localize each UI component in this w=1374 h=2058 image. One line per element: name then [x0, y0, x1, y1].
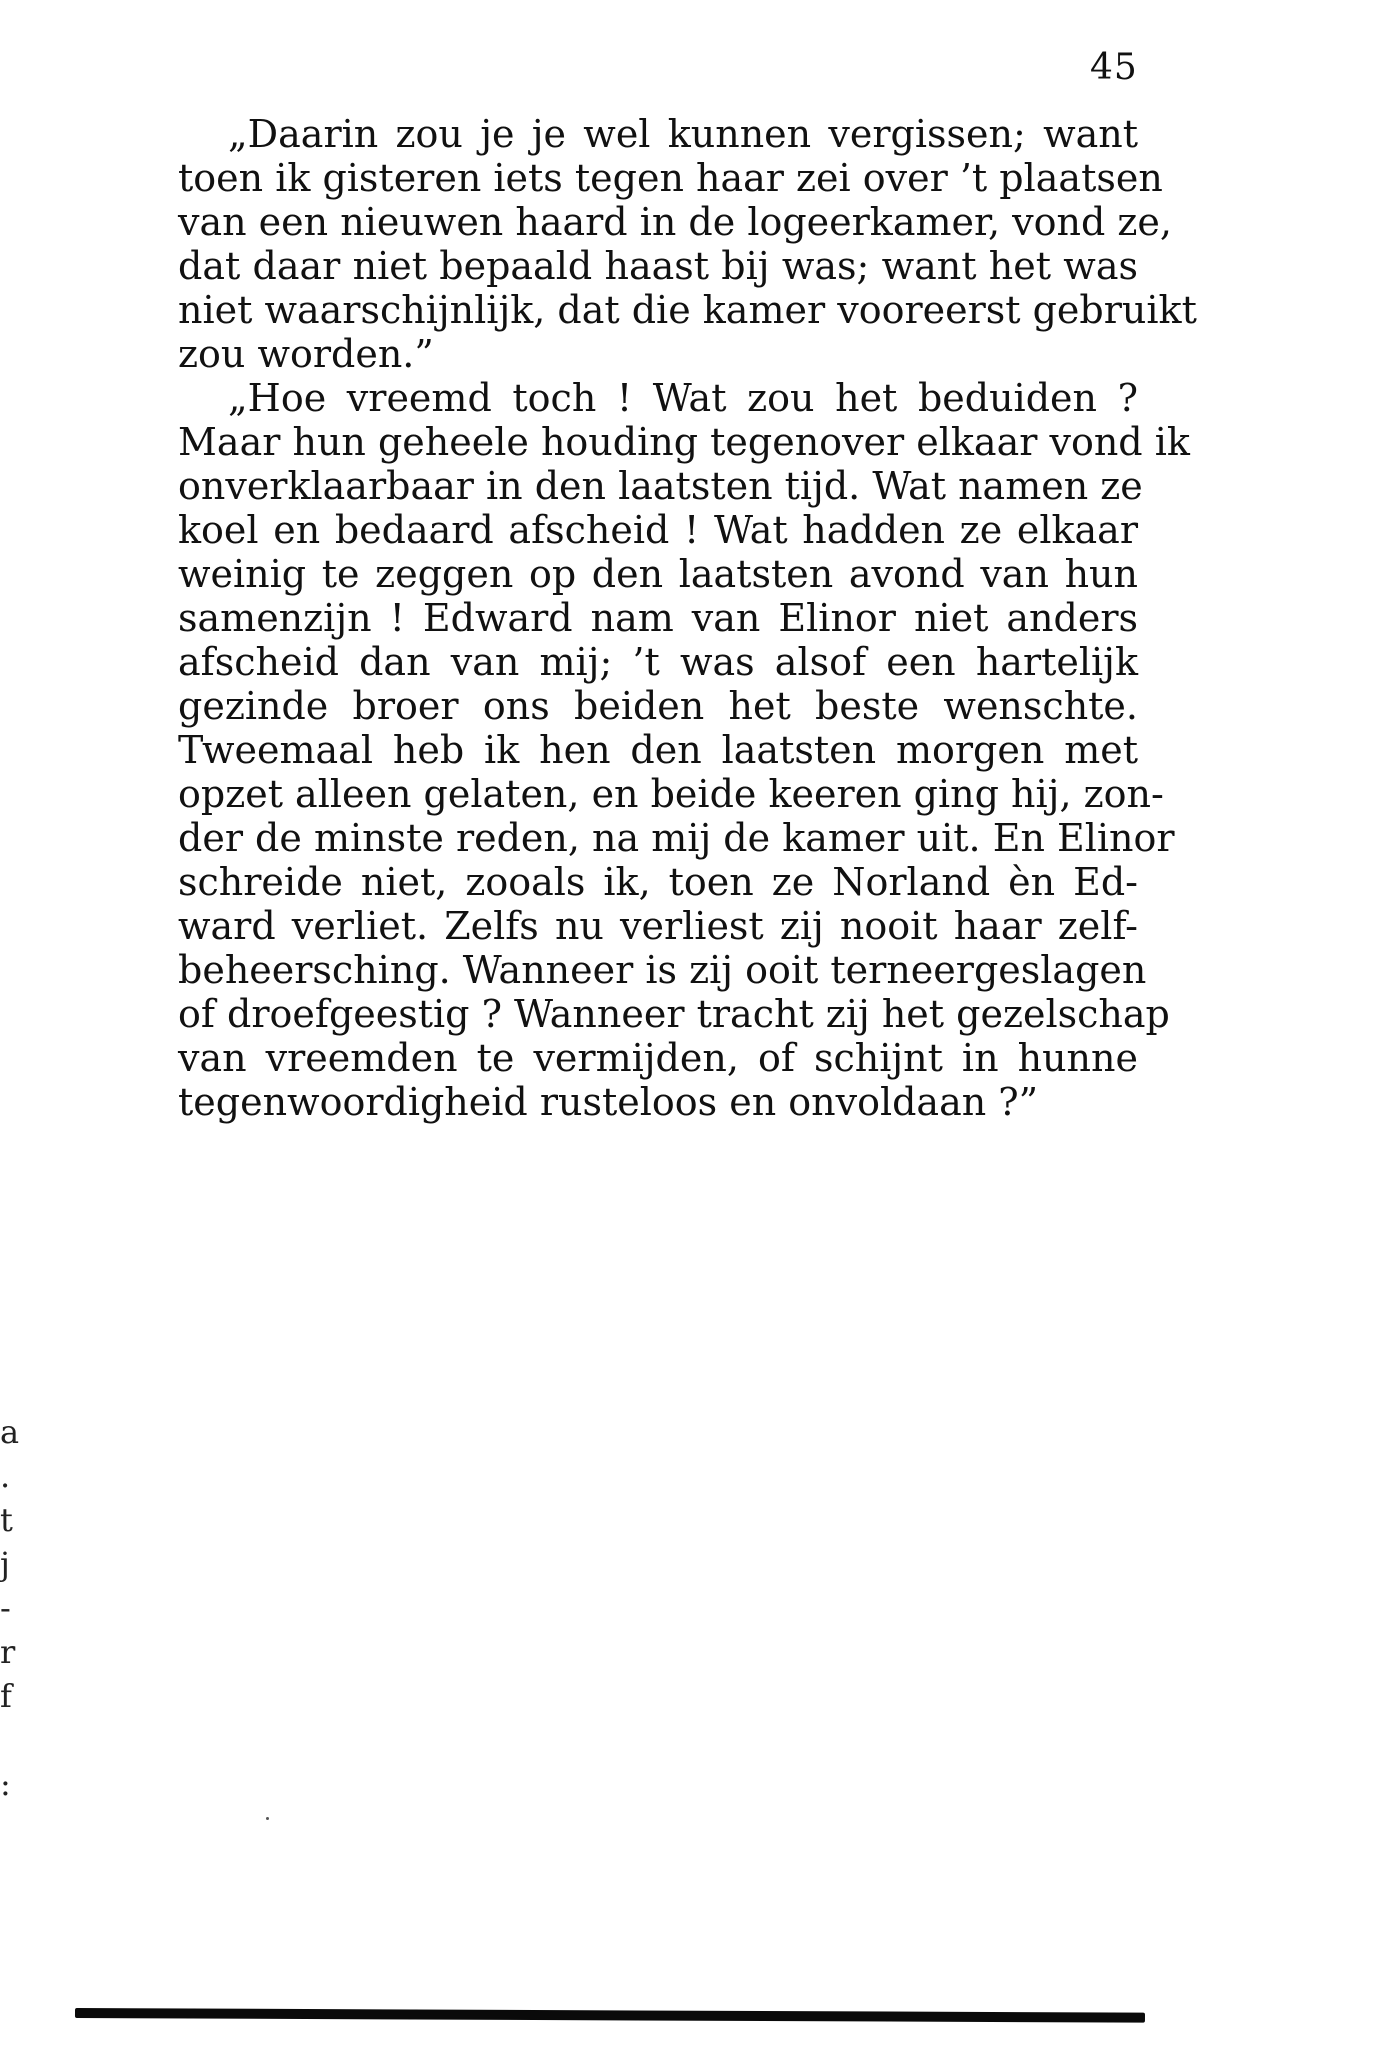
text-line: afscheid dan van mij; ’t was alsof een hartelijk — [178, 640, 1138, 684]
margin-char: j — [0, 1545, 10, 1583]
margin-char: . — [0, 1457, 11, 1495]
scan-speck — [266, 1817, 269, 1820]
bottom-scan-edge-rule — [75, 2008, 1145, 2023]
body-text — [178, 112, 1197, 1124]
text-line: weinig te zeggen op den laatsten avond van hun — [178, 552, 1138, 596]
text-line: niet waarschijnlijk, dat die kamer vooreerst gebruikt — [178, 288, 1197, 332]
margin-char: a — [0, 1413, 20, 1451]
margin-char — [0, 1718, 12, 1762]
text-line: opzet alleen gelaten, en beide keeren ging hij, zon- — [178, 772, 1164, 816]
text-line: beheersching. Wanneer is zij ooit terneergeslagen — [178, 948, 1147, 992]
text-line: of droefgeestig ? Wanneer tracht zij het gezelschap — [178, 992, 1170, 1036]
text-line: onverklaarbaar in den laatsten tijd. Wat namen ze — [178, 464, 1143, 508]
text-line: Maar hun geheele houding tegenover elkaar vond ik — [178, 420, 1190, 464]
text-line: samenzijn ! Edward nam van Elinor niet anders — [178, 596, 1138, 640]
text-line: tegenwoordigheid rusteloos en onvoldaan ?” — [178, 1080, 1039, 1124]
page-number: 45 — [1090, 47, 1138, 88]
text-line: ward verliet. Zelfs nu verliest zij nooit haar zelf- — [178, 904, 1138, 948]
text-line: van vreemden te vermijden, of schijnt in hunne — [178, 1036, 1138, 1080]
text-line: toen ik gisteren iets tegen haar zei over ’t plaatsen — [178, 156, 1163, 200]
text-line: „Daarin zou je je wel kunnen vergissen; want — [228, 112, 1138, 156]
margin-char: : — [0, 1765, 11, 1803]
margin-char: r — [0, 1633, 16, 1671]
text-line: der de minste reden, na mij de kamer uit. En Elinor — [178, 816, 1175, 860]
text-line: schreide niet, zooals ik, toen ze Norland èn Ed- — [178, 860, 1138, 904]
margin-char: - — [0, 1589, 11, 1627]
margin-char: f — [0, 1677, 12, 1715]
text-line: van een nieuwen haard in de logeerkamer, vond ze, — [178, 200, 1172, 244]
text-line: gezinde broer ons beiden het beste wenschte. — [178, 684, 1138, 728]
text-line: koel en bedaard afscheid ! Wat hadden ze elkaar — [178, 508, 1138, 552]
text-line: Tweemaal heb ik hen den laatsten morgen met — [178, 728, 1138, 772]
text-line: dat daar niet bepaald haast bij was; want het was — [178, 244, 1138, 288]
text-line: „Hoe vreemd toch ! Wat zou het beduiden ? — [228, 376, 1138, 420]
text-line: zou worden.” — [178, 332, 434, 376]
margin-char: t — [0, 1501, 13, 1539]
facing-page-margin-bleed — [0, 1410, 20, 1806]
